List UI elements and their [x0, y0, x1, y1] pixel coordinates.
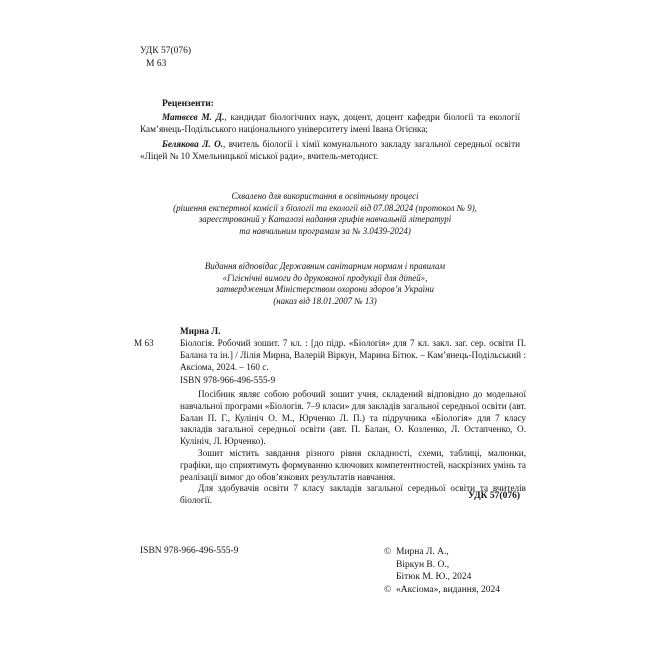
bib-author: Мирна Л.	[180, 326, 221, 336]
udk-classification-top	[140, 45, 191, 70]
reviewer-2-name: Белякова Л. О.	[162, 139, 223, 149]
approval-notice	[130, 191, 520, 237]
approval-line: зареєстрований у Каталозі надання грифів навчальній літературі	[198, 214, 452, 225]
copyright-publisher: «Аксіома», видання, 2024	[396, 584, 500, 595]
compliance-line: затвердженим Міністерством охорони здоров’я України	[216, 284, 434, 295]
copyright-symbol: ©	[384, 547, 392, 557]
compliance-line: «Гігієнічні вимоги до друкованої продукції для дітей»,	[222, 272, 428, 283]
udk-classification-bottom: УДК 57(076)	[468, 491, 520, 501]
reviewer-1-name: Матвєєв М. Д.	[162, 112, 225, 122]
approval-line: та навчальним програмам за № 3.0439-2024)	[239, 225, 411, 236]
copyright-symbol: ©	[384, 584, 392, 595]
bib-isbn: ISBN 978-966-496-555-9	[180, 375, 276, 385]
approval-line: Схвалено для використання в освітньому процесі	[231, 191, 419, 201]
annotation-paragraph: Посібник являє собою робочий зошит учня, складений відповідно до модельної навчальної програми «Біологія. 7–9 класи» для закладів загальної середньої освіти (авт. Балан П. Г., Кулініч О. М., Юрченко Л. П.) та підручника «Біологія» для 7 класу закладів загальної середньої освіти (авт. П. Балан, О. Козленко, Л. Остапченко, О. Кулініч, Л. Юрченко).	[180, 389, 526, 447]
author-mark-code: М 63	[146, 58, 167, 69]
reviewer-1-credentials: , кандидат біологічних наук, доцент, доцент кафедри біології та екології Кам’янець-Подільського національного університету імені Івана Огієнка;	[140, 112, 520, 134]
reviewer-entry-2	[140, 139, 520, 163]
annotation-paragraph: Для здобувачів освіти 7 класу закладів загальної середньої освіти та вчителів біології.	[180, 483, 526, 506]
approval-line: (рішення експертної комісії з біології та екології від 07.08.2024 (протокол № 9),	[173, 202, 477, 213]
bib-annotation	[180, 389, 526, 507]
compliance-line: Видання відповідає Державним санітарним нормам і правилам	[204, 261, 446, 271]
copyright-block	[384, 546, 500, 596]
copyright-holder: Віркун В. О.,	[396, 559, 450, 570]
reviewer-entry-1	[140, 112, 520, 136]
bib-description: Біологія. Робочий зошит. 7 кл. : [до підр. «Біологія» для 7 кл. закл. заг. сер. освіти П. Балана та ін.] / Лілія Мирна, Валерій Віркун, Марина Бітюк. – Кам’янець-Подільський : Аксіома, 2024. – 160 с.	[180, 338, 526, 372]
copyright-holder: Мирна Л. А.,	[396, 547, 449, 557]
copyright-holder: Бітюк М. Ю., 2024	[396, 572, 472, 583]
reviewers-heading: Рецензенти:	[162, 99, 214, 109]
sanitary-compliance-notice	[130, 261, 520, 307]
reviewer-2-credentials: , вчитель біології і хімії комунального закладу загальної середньої освіти «Ліцей № 10 Хмельницької міської ради», вчитель-методист.	[140, 139, 520, 161]
bib-author-mark: М 63	[134, 338, 154, 348]
compliance-line: (наказ від 18.01.2007 № 13)	[273, 295, 377, 306]
annotation-paragraph: Зошит містить завдання різного рівня складності, схеми, таблиці, малюнки, графіки, що сприятимуть формуванню ключових компетентностей, наскрізних умінь та реалізації вимог до обов’язкових результатів навчання.	[180, 447, 526, 482]
footer-isbn: ISBN 978-966-496-555-9	[140, 546, 239, 556]
udk-code: УДК 57(076)	[140, 46, 192, 56]
